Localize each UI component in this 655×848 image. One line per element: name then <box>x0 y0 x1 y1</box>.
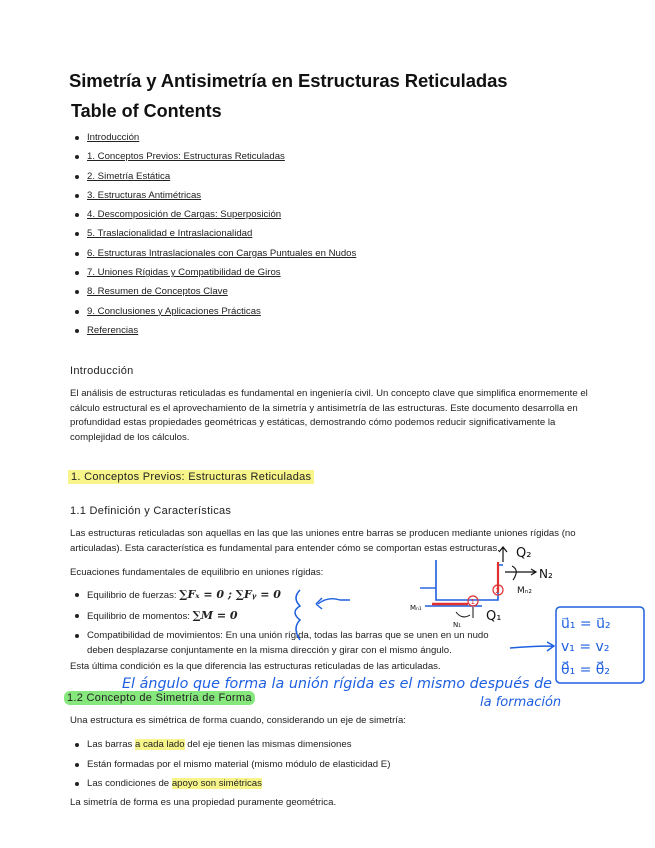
toc-item <box>75 306 356 325</box>
sym-b3-pre: Las condiciones de <box>87 778 172 790</box>
arrow-to-box <box>510 642 554 651</box>
equality-theta: θ⃗₁ = θ⃗₂ <box>561 662 610 678</box>
toc-link-8[interactable]: 8. Resumen de Conceptos Clave <box>87 286 228 298</box>
toc-item <box>75 325 356 344</box>
list-item-compatibility: Compatibilidad de movimientos: En una unión rígida, todas las barras que se unen en un nudo deben desplazarse conjuntamente en la misma dirección y girar con el mismo ángulo. <box>70 629 510 658</box>
forces-equation: ∑Fₓ = 0 ; ∑Fᵧ = 0 <box>179 588 281 601</box>
subsection-1-1-heading: 1.1 Definición y Características <box>70 505 232 517</box>
node-1-label: 1 <box>470 598 475 606</box>
label-q2: Q₂ <box>516 546 532 561</box>
subsection-1-1-paragraph: Las estructuras reticuladas son aquellas en las que las uniones entre barras se producen mediante uniones rígidas (no articuladas). Esta característica es fundamental para entender cómo se comportan estas estructuras. <box>70 528 576 554</box>
equations-intro: Ecuaciones fundamentales de equilibrio en uniones rígidas: <box>70 567 324 578</box>
sym-b1-highlight: a cada lado <box>135 739 185 750</box>
toc-item <box>75 286 356 305</box>
subsection-1-2-heading-text: 1.2 Concepto de Simetría de Forma <box>64 691 255 705</box>
toc-link-5[interactable]: 5. Traslacionalidad e Intraslacionalidad <box>87 228 253 240</box>
symmetry-closing: La simetría de forma es una propiedad puramente geométrica. <box>70 797 337 808</box>
equality-v: v₁ = v₂ <box>561 639 610 655</box>
toc-link-3[interactable]: 3. Estructuras Antimétricas <box>87 189 202 201</box>
toc-link-9[interactable]: 9. Conclusiones y Aplicaciones Prácticas <box>87 305 261 317</box>
section-1-heading-text: 1. Conceptos Previos: Estructuras Reticuladas <box>68 470 314 484</box>
list-item-forces <box>70 588 510 604</box>
toc-link-7[interactable]: 7. Uniones Rígidas y Compatibilidad de Giros <box>87 267 281 279</box>
equality-u: u⃗₁ = u⃗₂ <box>561 616 611 632</box>
toc-link-referencias[interactable]: Referencias <box>87 324 139 336</box>
toc-link-introduccion[interactable]: Introducción <box>87 132 140 143</box>
subsection-1-2-heading <box>64 692 255 704</box>
list-item-material: Están formadas por el mismo material (mismo módulo de elasticidad E) <box>70 758 550 773</box>
forces-label: Equilibrio de fuerzas: <box>87 590 180 601</box>
label-n2: N₂ <box>539 567 553 581</box>
node-2-label: 2 <box>495 587 500 595</box>
toc-heading: Table of Contents <box>71 101 222 121</box>
label-mf2: Mₙ₂ <box>517 586 532 596</box>
toc-link-1[interactable]: 1. Conceptos Previos: Estructuras Reticuladas <box>87 151 285 163</box>
moments-equation: ∑M = 0 <box>192 608 238 622</box>
symmetry-list <box>70 738 550 792</box>
toc-item <box>75 190 356 209</box>
label-mf1: Mₙ₁ <box>410 604 422 612</box>
toc-item <box>75 171 356 190</box>
label-n1: N₁ <box>453 621 462 629</box>
document-title: Simetría y Antisimetría en Estructuras Reticuladas <box>69 70 508 91</box>
toc-item <box>75 228 356 247</box>
intro-heading: Introducción <box>70 365 134 377</box>
sym-b3-highlight: apoyo son simétricas <box>171 778 262 790</box>
toc-item <box>75 132 356 151</box>
toc-item <box>75 209 356 228</box>
label-q1: Q₁ <box>486 609 502 624</box>
intro-paragraph: El análisis de estructuras reticuladas es fundamental en ingeniería civil. Un concepto clave que simplifica enormemente el cálculo estructural es el aprovechamiento de la simetría y antisimetría de las estructuras. Este documento desarrolla en profundidad estas propiedades geométricas y estáticas, demostrando cómo podemos reducir significativamente la complejidad de los cálculos. <box>70 388 588 443</box>
handwritten-note-line-2: la formación <box>480 695 562 710</box>
equilibrium-list <box>70 588 510 658</box>
toc-link-2[interactable]: 2. Simetría Estática <box>87 170 171 182</box>
table-of-contents <box>75 132 356 344</box>
list-item-supports <box>70 777 550 792</box>
moments-label: Equilibrio de momentos: <box>87 610 193 622</box>
sym-b1-post: del eje tienen las mismas dimensiones <box>184 739 352 750</box>
last-condition-text: Esta última condición es la que diferencia las estructuras reticuladas de las articuladas. <box>70 661 441 672</box>
section-1-heading <box>68 471 314 483</box>
list-item-bars <box>70 738 550 753</box>
toc-item <box>75 248 356 267</box>
toc-link-6[interactable]: 6. Estructuras Intraslacionales con Cargas Puntuales en Nudos <box>87 247 357 259</box>
list-item-moments <box>70 609 510 625</box>
symmetry-intro: Una estructura es simétrica de forma cuando, considerando un eje de simetría: <box>70 715 406 726</box>
handwritten-note-line-1: El ángulo que forma la unión rígida es el mismo después de <box>122 676 552 692</box>
sym-b1-pre: Las barras <box>87 739 135 750</box>
toc-item <box>75 267 356 286</box>
toc-item <box>75 151 356 170</box>
toc-link-4[interactable]: 4. Descomposición de Cargas: Superposición <box>87 209 282 221</box>
